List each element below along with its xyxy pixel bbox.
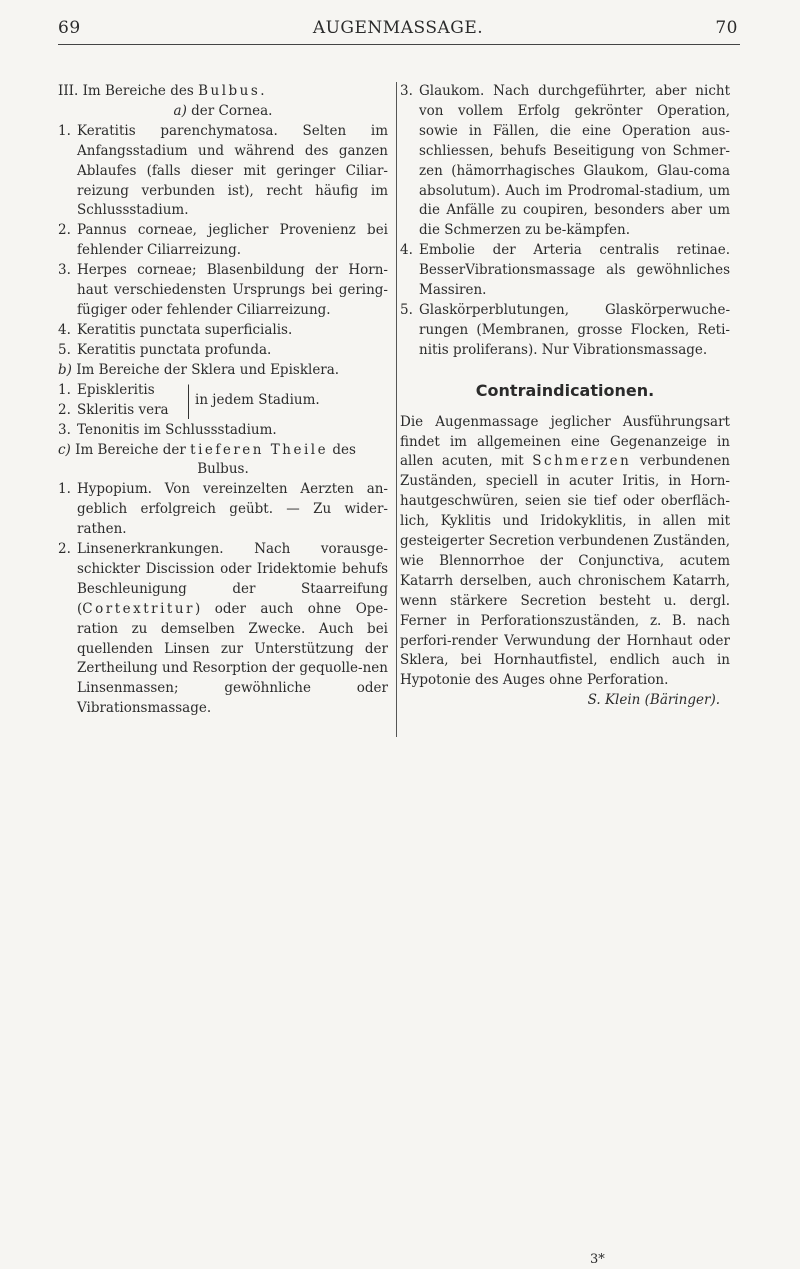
column-divider <box>396 82 397 737</box>
list-item: 4. Embolie der Arteria centralis retinae. BesserVibrationsmassage als gewöhnliches Massiren. <box>400 242 730 299</box>
list-item: 1. Keratitis parenchymatosa. Selten im Anfangsstadium und während des ganzen Ablaufes (falls dieser mit geringer Ciliar-reizung verbunden ist), recht häufig im Schlussstadium. <box>58 122 388 219</box>
list-item: 5. Keratitis punctata profunda. <box>58 341 272 358</box>
brace-mark <box>178 384 189 419</box>
list-item: 5. Glaskörperblutungen, Glaskörperwuche-rungen (Membranen, grosse Flocken, Reti-nitis proliferans). Nur Vibrationsmassage. <box>400 301 730 358</box>
page-number-left: 69 <box>58 18 81 38</box>
section-heading: III. Im Bereiche des Bulbus. <box>58 83 268 99</box>
contraindications-heading: Contraindicationen. <box>475 380 655 400</box>
list-item: 2. Skleritis vera <box>58 401 169 418</box>
list-item: 1. Episkleritis <box>58 381 155 398</box>
list-item: 4. Keratitis punctata superficialis. <box>58 321 293 338</box>
subsection-c-heading-cont: Bulbus. <box>197 461 249 478</box>
left-column <box>58 82 388 719</box>
subsection-c-heading: c) Im Bereiche der tieferen Theile des <box>58 441 356 458</box>
author-signature: S. Klein (Bäringer). <box>587 692 720 709</box>
braced-list <box>58 381 388 421</box>
list-item: 2. Pannus corneae, jeglicher Provenienz bei fehlender Ciliarreizung. <box>58 222 388 259</box>
brace-note: in jedem Stadium. <box>195 391 320 408</box>
list-item: 3. Glaukom. Nach durchgeführter, aber nicht von vollem Erfolg gekrönter Operation, sowie in Fällen, die eine Operation aus-schliessen, behufs Beseitigung von Schmer-zen (hämorrhagisches Glaukom, Glau-coma absolutum). Auch im Prodromal-stadium, um die Anfälle zu coupiren, besonders aber um die Schmerzen zu be-kämpfen. <box>400 83 730 239</box>
page-number-right: 70 <box>715 18 738 38</box>
list-item: 3. Tenonitis im Schlussstadium. <box>58 421 277 438</box>
list-item: 2. Linsenerkrankungen. Nach vorausge-schickter Discission oder Iridektomie behufs Beschleunigung der Staarreifung (Cortextritur) oder auch ohne Ope-ration zu demselben Zwecke. Auch bei quellenden Linsen zur Unterstützung der Zertheilung und Resorption der gequolle-nen Linsenmassen; gewöhnliche oder Vibrationsmassage. <box>58 541 388 717</box>
subsection-a-heading: a) der Cornea. <box>173 102 273 119</box>
header-rule <box>58 44 740 45</box>
right-column <box>400 82 730 711</box>
page-header <box>58 18 738 42</box>
contraindications-paragraph: Die Augenmassage jeglicher Ausführungsart findet im allgemeinen eine Gegenanzeige in allen acuten, mit Schmerzen verbundenen Zuständen, speciell in acuter Iritis, in Horn-hautgeschwüren, seien sie tief oder oberfläch-lich, Kyklitis und Iridokyklitis, in allen mit gesteigerter Secretion verbundenen Zuständen, wie Blennorrhoe der Conjunctiva, acutem Katarrh derselben, auch chronischem Katarrh, wenn stärkere Secretion besteht u. dergl. Ferner in Perforationszuständen, z. B. nach perfori-render Verwundung der Hornhaut oder Sklera, bei Hornhautfistel, endlich auch in Hypotonie des Auges ohne Perforation. <box>400 413 731 689</box>
list-item: 1. Hypopium. Von vereinzelten Aerzten an-geblich erfolgreich geübt. — Zu wider-rathen. <box>58 481 388 538</box>
signature-mark: 3* <box>590 1252 605 1267</box>
subsection-b-heading: b) Im Bereiche der Sklera und Episklera. <box>58 361 340 378</box>
running-title: AUGENMASSAGE. <box>312 18 484 38</box>
list-item: 3. Herpes corneae; Blasenbildung der Horn-haut verschiedensten Ursprungs bei gering-fügiger oder fehlender Ciliarreizung. <box>58 262 388 318</box>
